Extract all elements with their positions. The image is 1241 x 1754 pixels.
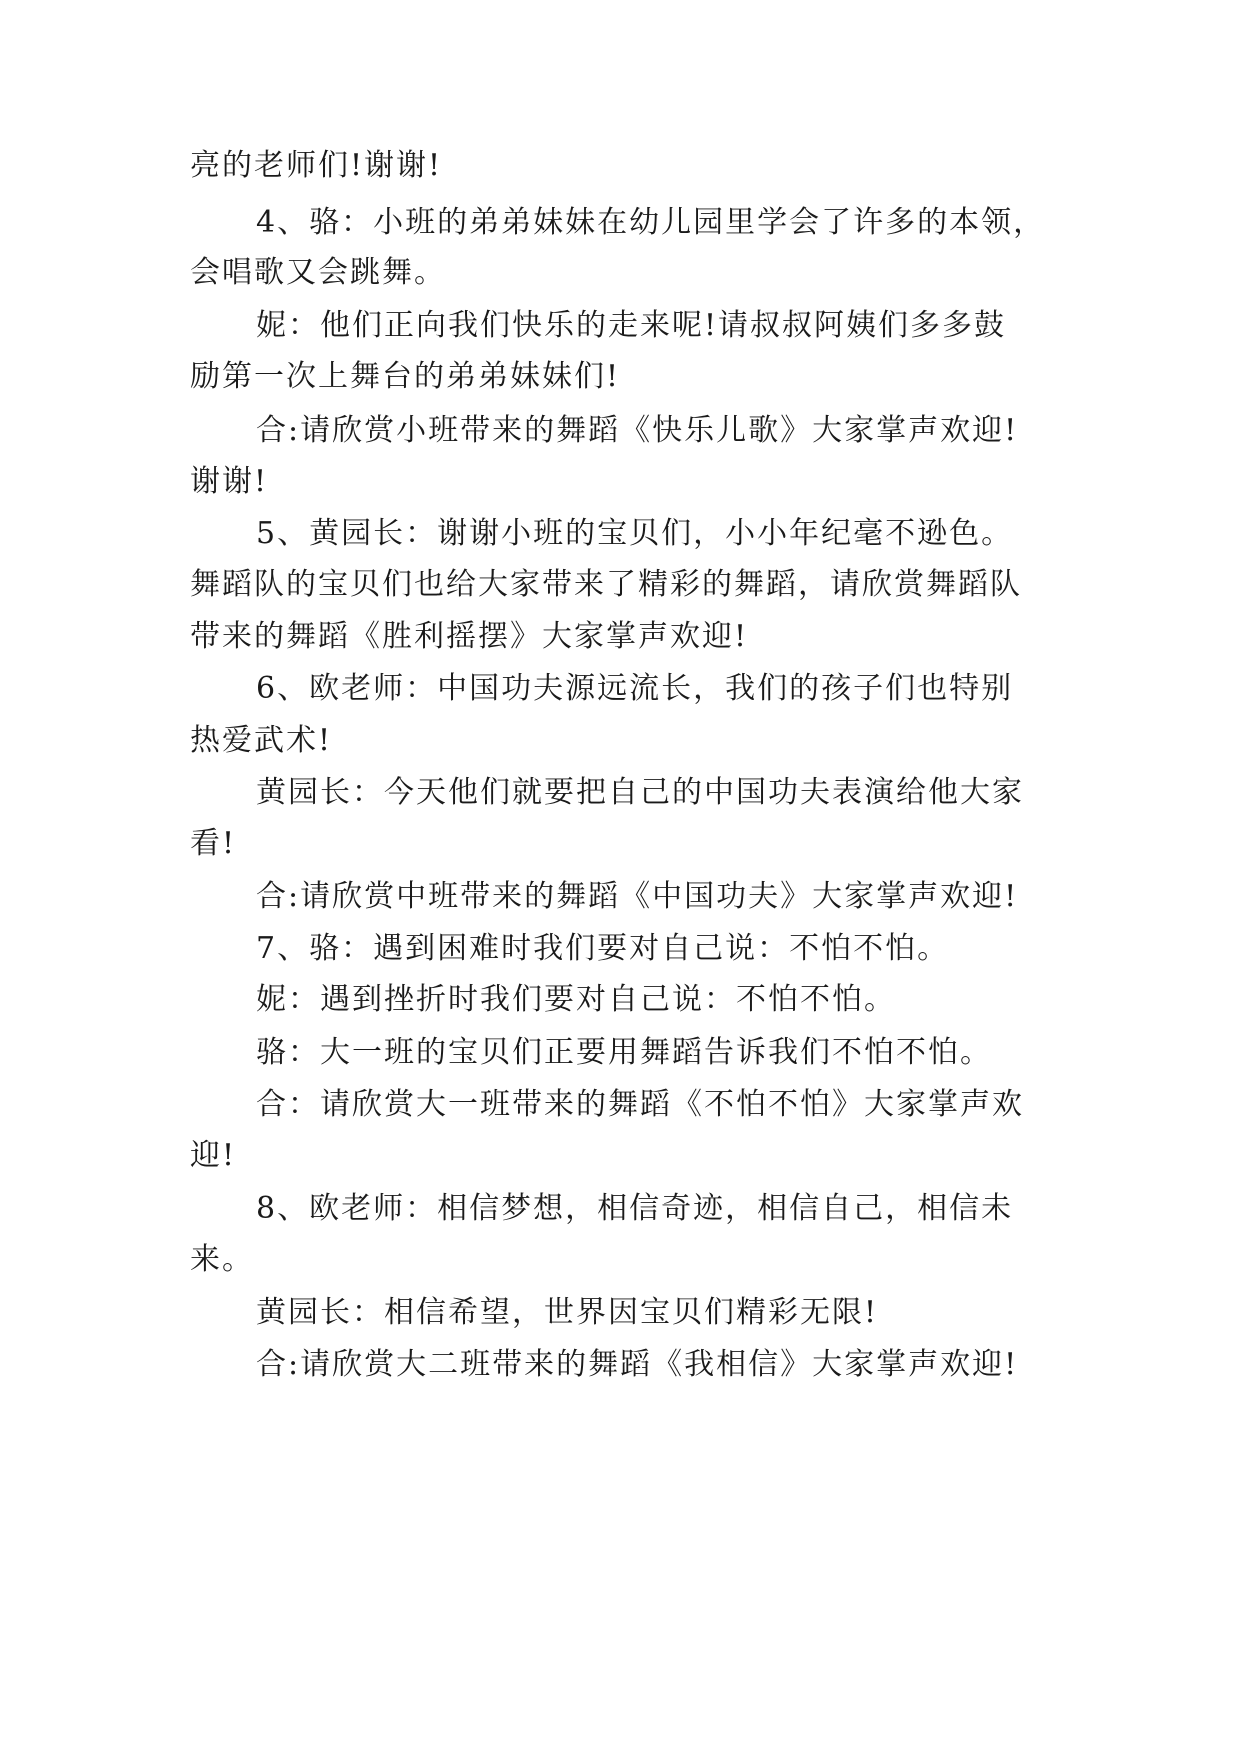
text-line: 黄园长：相信希望，世界因宝贝们精彩无限! — [256, 1295, 879, 1330]
text-line: 会唱歌又会跳舞。 — [190, 255, 446, 290]
text-line: 8、欧老师：相信梦想，相信奇迹，相信自己，相信未 — [256, 1191, 1014, 1226]
text-line: 妮：遇到挫折时我们要对自己说：不怕不怕。 — [256, 982, 896, 1017]
text-line: 谢谢! — [190, 464, 269, 499]
text-line: 6、欧老师：中国功夫源远流长，我们的孩子们也特别 — [256, 671, 1014, 706]
text-line: 来。 — [190, 1242, 254, 1277]
text-line: 合:请欣赏小班带来的舞蹈《快乐儿歌》大家掌声欢迎! — [256, 413, 1019, 448]
text-line: 迎! — [190, 1138, 237, 1173]
text-line: 黄园长：今天他们就要把自己的中国功夫表演给他大家 — [256, 775, 1024, 810]
text-line: 5、黄园长：谢谢小班的宝贝们，小小年纪毫不逊色。 — [256, 516, 1014, 551]
text-line: 带来的舞蹈《胜利摇摆》大家掌声欢迎! — [190, 619, 749, 654]
text-line: 合:请欣赏中班带来的舞蹈《中国功夫》大家掌声欢迎! — [256, 879, 1019, 914]
text-line: 4、骆：小班的弟弟妹妹在幼儿园里学会了许多的本领， — [256, 205, 1046, 240]
text-line: 合：请欣赏大一班带来的舞蹈《不怕不怕》大家掌声欢 — [256, 1087, 1024, 1122]
text-line: 骆：大一班的宝贝们正要用舞蹈告诉我们不怕不怕。 — [256, 1035, 992, 1070]
text-line: 励第一次上舞台的弟弟妹妹们! — [190, 359, 621, 394]
text-line: 看! — [190, 826, 237, 861]
text-line: 热爱武术! — [190, 723, 333, 758]
text-line: 妮：他们正向我们快乐的走来呢!请叔叔阿姨们多多鼓 — [256, 308, 1007, 343]
text-line: 7、骆：遇到困难时我们要对自己说：不怕不怕。 — [256, 931, 950, 966]
text-line: 亮的老师们!谢谢! — [190, 148, 443, 183]
text-line: 合:请欣赏大二班带来的舞蹈《我相信》大家掌声欢迎! — [256, 1347, 1019, 1382]
text-line: 舞蹈队的宝贝们也给大家带来了精彩的舞蹈，请欣赏舞蹈队 — [190, 567, 1022, 602]
